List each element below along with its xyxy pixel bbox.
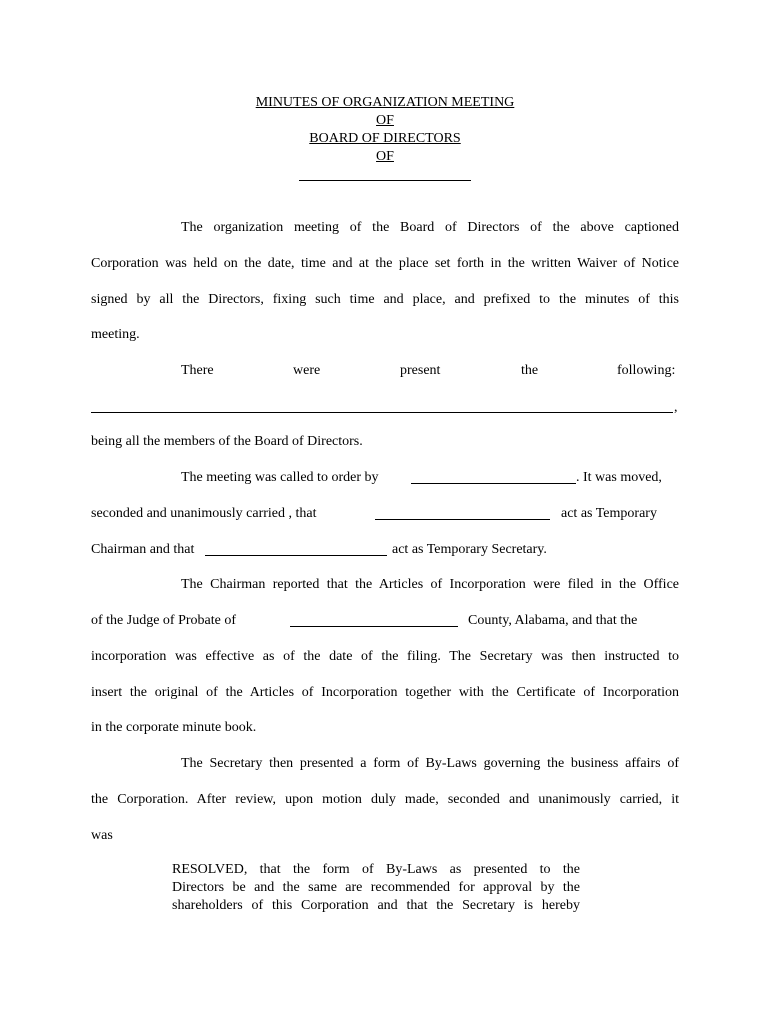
present-word-4: the [521, 363, 539, 378]
paragraph-3-line-1-b: . It was moved, [576, 470, 662, 485]
title-line-2: OF [376, 113, 394, 128]
paragraph-2: being all the members of the Board of Directors. [91, 434, 363, 449]
paragraph-3-line-3-a: Chairman and that [91, 542, 195, 557]
temporary-secretary-blank[interactable] [205, 555, 387, 556]
directors-present-comma: , [674, 400, 678, 415]
paragraph-3-line-2-a: seconded and unanimously carried , that [91, 506, 317, 521]
paragraph-3-line-2-b: act as Temporary [561, 506, 657, 521]
present-word-5: following: [617, 363, 676, 378]
paragraph-1-line-4: meeting. [91, 327, 140, 342]
corporation-name-blank[interactable] [299, 180, 471, 181]
title-line-1: MINUTES OF ORGANIZATION MEETING [255, 95, 515, 110]
resolution-line-2: Directors be and the same are recommended for approval by the [172, 880, 580, 895]
paragraph-4-line-1: The Chairman reported that the Articles of Incorporation were filed in the Office [181, 577, 679, 592]
present-word-3: present [400, 363, 441, 378]
paragraph-4-line-2-b: County, Alabama, and that the [468, 613, 638, 628]
directors-present-blank[interactable] [91, 412, 673, 413]
temporary-chairman-blank[interactable] [375, 519, 550, 520]
probate-county-blank[interactable] [290, 626, 458, 627]
called-to-order-by-blank[interactable] [411, 483, 576, 484]
paragraph-3-line-1-a: The meeting was called to order by [181, 470, 379, 485]
title-line-3: BOARD OF DIRECTORS [309, 131, 461, 146]
paragraph-5-line-3: was [91, 828, 113, 843]
paragraph-4-line-2-a: of the Judge of Probate of [91, 613, 237, 628]
resolution-line-1: RESOLVED, that the form of By-Laws as presented to the [172, 862, 580, 877]
resolution-line-3: shareholders of this Corporation and that the Secretary is hereby [172, 898, 580, 913]
paragraph-1-line-1: The organization meeting of the Board of Directors of the above captioned [181, 220, 679, 235]
paragraph-5-line-1: The Secretary then presented a form of By-Laws governing the business affairs of [181, 756, 679, 771]
present-word-2: were [293, 363, 321, 378]
paragraph-4-line-5: in the corporate minute book. [91, 720, 257, 735]
paragraph-1-line-3: signed by all the Directors, fixing such time and place, and prefixed to the minutes of this [91, 292, 679, 307]
paragraph-3-line-3-b: act as Temporary Secretary. [392, 542, 547, 557]
present-word-1: There [181, 363, 214, 378]
paragraph-4-line-4: insert the original of the Articles of Incorporation together with the Certificate of Incorporation [91, 685, 679, 700]
paragraph-4-line-3: incorporation was effective as of the date of the filing. The Secretary was then instructed to [91, 649, 679, 664]
paragraph-5-line-2: the Corporation. After review, upon motion duly made, seconded and unanimously carried, it [91, 792, 679, 807]
title-line-4: OF [376, 149, 394, 164]
resolution-block [172, 861, 580, 915]
paragraph-1-line-2: Corporation was held on the date, time and at the place set forth in the written Waiver of Notice [91, 256, 679, 271]
